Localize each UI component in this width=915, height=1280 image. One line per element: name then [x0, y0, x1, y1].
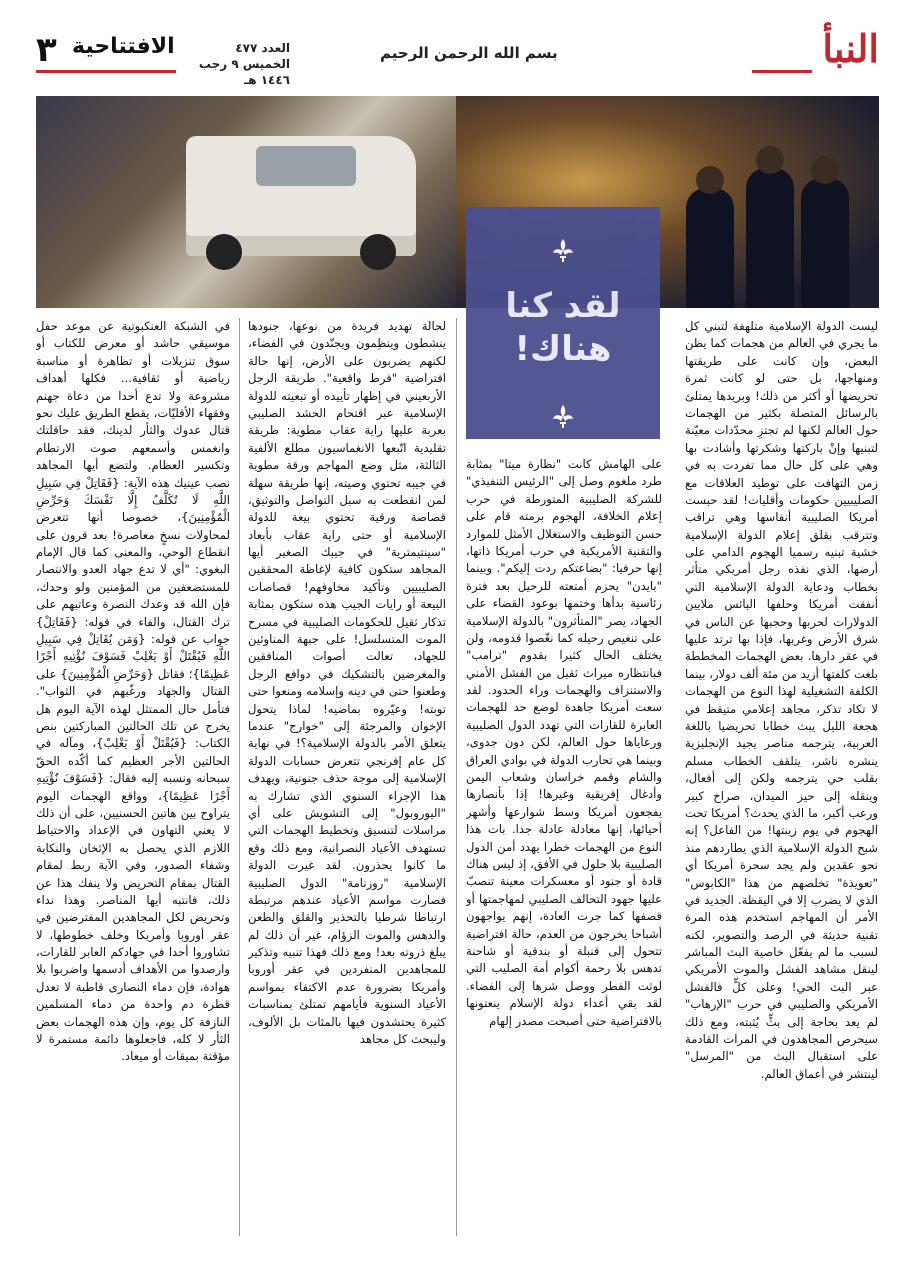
issue-number: العدد ٤٧٧ — [235, 41, 290, 55]
article-column-1: ليست الدولة الإسلامية متلهفة لتبني كل ما يجري في العالم من هجمات كما يظن البعض، وإن كانت على طريقتها ومنهاجها، بل حتى لو كانت ثمرة تحريضها أو أكثر من ذلك! وبريدها يمتلئ بالرسائل المتصلة بكثير من الهجمات حول العالم لكنها لم تجتزِ محدّدات معيّنة لتبنيها وإنْ باركتها وشكرتها وأشادت بها وهي على كل حال مما تفردت به في زمن التهافت على توطيد العلاقات مع الصليبيين حكومات وأقليات! لقد حبست أمريكا الصليبية أنفاسها وهي تراقب وتترقب بقلق إعلام الدولة الإسلامية خشية تبنيه رسميا الهجوم الدامي على أرضها، الذي نفذه رجل أمريكي متأثر بخطاب ودعاية الدولة الإسلامية التي أنفقت أمريكا وحلفها البائس ملايين الدولارات لحربها وحجبها عن الناس في شرق الأرض وغربها، فإذا بها ترتد عليها في عقر دارها. بعض الهجمات المخططة بلغت كلفتها أزيد من مئة ألف دولار، بينما الكلفة التشغيلية لهذا النوع من الهجمات لا تكاد تذكر، مجاهد إعلامي متيقظ في هجعة الليل يبث خطابا تحريضيا باللغة العربية، يترجمه مناصر يجيد الإنجليزية ينشره ناشر، يتلقف الخطاب مسلم بقلب حي يترجمه ولكن إلى أفعال، وينقله إلى حيز الميدان، صراخ كبير ورعب أكبر، ما الذي يحدث؟ أمريكا تحت الهجوم في يوم زينتها! من الفاعل؟ إنه شبح الدولة الإسلامية الذي يطاردهم منذ نحو عقدين ولم يجد سحرة أمريكا أي "تعويذة" تخلصهم من هذا "الكابوس" الذي لا يضرب إلا في اليقظة. الجديد في الأمر أن المهاجم استخدم هذه المرة تقنية حديثة في الرصد والتصوير، لكنه لسبب ما لم يفعّل خاصية البث المباشر لينقل مشاهد الفشل والموت الأمريكي عبر البث الحي! وعلى كلٍّ فالفشل الأمريكي والصليبي في حرب "الإرهاب" لم يعد بحاجة إلى بثٍّ يُثبته، ومع ذلك سيحرص المجاهدون في المرات القادمة على استقبال البث من "المرسل" لينتشر في أعماق العالم. — [685, 319, 878, 1081]
article-banner-image — [36, 96, 879, 308]
page-number: ٣ — [36, 30, 57, 70]
pickup-truck — [186, 136, 416, 256]
police-officer — [746, 168, 794, 308]
article-column-3: لحالة تهديد فريدة من نوعها، جنودها ينشطون وينظِمون ويجنّدون في الفضاء، لكنهم يضربون على الأرض، إنها حالة افتراضية "فرط واقعية". طريقة الرجل الأربعيني في إظهار تأييده أو تبعيته للدولة الإسلامية عبر اقتحام الحشد الصليبي بعربة عليها راية عقاب مطوية: طريقة تقليدية اتّبعها الانغماسيون مطلع الألفية الثالثة، مثل وضع المهاجم ورقة مطوية في جيبه تحتوي وصيته، إنها طريقة سهلة لمن انقطعت به سبل التواصل والتوثيق، قصاصة ورقية تحتوي بيعة للدولة الإسلامية أو حتى راية عقاب بأبعاد "سينتيمترية" في جيبك الصغير أيها المجاهد ستكون كافية لإغاظة المحققين الصليبيين وتأكيد مخاوفهم! قصاصات البيعة أو رايات الجيب هذه ستكون بمثابة تذكار ثقيل للحكومات الصليبية في مسرح الموت المتسلسل! على جبهة المناوئين للجهاد، تعالت أصوات المنافقين والمغرضين بالتشكيك في دوافع الرجل وطعنوا حتى في دينه وإسلامه ومنعوا حتى توبته! وعيّروه بماضيه! لماذا يتحول الإخوان والمرجئة إلى "خوارج" عندما يتعلق الأمر بالدولة الإسلامية؟! في نهاية كل عام إفرنجي تتعرض حسابات الدولة الإسلامية إلى موجة حذف جنونية، ويهدف هذا الإجراء السنوي الذي تشارك به "اليوروبول" إلى التشويش على أي مراسلات لتنسيق وتخطيط الهجمات التي تستهدف الأعياد النصرانية، ومع ذلك وقع ما كانوا يحذرون. لقد غيرت الدولة الإسلامية "روزنامة" الدول الصليبية فصارت مواسم الأعياد عندهم مرتبطة ارتباطا شرطيا بالتحذير والقلق والطعن والدهس والموت الزؤام، غير أن ذلك لم يبلغ ذروته بعد! ومع ذلك فهذا تنبيه وتذكير للمجاهدين المنفردين في عقر أوروبا وأمريكا بضرورة عدم الاكتفاء بمواسم الأعياد السنوية فأيامهم تمتلئ بمناسبات كثيرة يحتشدون فيها بالمئات بل الألوف، وليبحث كل مجاهد — [248, 319, 446, 1047]
article-title-box — [466, 207, 660, 439]
issue-date: الخميس ٩ رجب ١٤٤٦ هـ — [198, 57, 290, 88]
issue-info — [180, 40, 290, 89]
column-divider — [239, 318, 240, 1236]
fleur-de-lis-icon — [550, 237, 576, 263]
column-divider — [456, 318, 457, 1236]
section-title: الافتتاحية — [72, 34, 175, 59]
article-column-2: على الهامش كانت "نظارة ميتا" بمثابة طرد ملغوم وصل إلى "الرئيس التنفيذي" للشركة الصليبية المتورطة في حرب إعلام الخلافة، الهجوم برمته قام على حسن التوظيف والاستغلال الأمثل للموارد والتقنية الأمريكية في حرب أمريكا ذاتها، إنها حرفيا: "بضاعتكم ردت إليكم". وبينما "بايدن" يحزم أمتعته للرحيل بعد فترة رئاسية بدأها وختمها بوعود القضاء على الجهاد، يصر "المتأثرون" بالدولة الإسلامية على تنغيص رحيله كما نغّصوا قدومه، ولن يختلف الحال كثيرا بقدوم "ترامب" فبانتظاره ميراث ثقيل من الفشل الأمني والاستنزاف والهجمات وراء الحدود. لقد سعت أمريكا جاهدة لوضع حد للهجمات العابرة للقارات التي تهدد الدول الصليبية ورعاياها حول العالم، لكن دون جدوى، وبينما هي تحارب الدولة في بوادي العراق والشام وقمم خراسان وشعاب اليمن وأدغال إفريقية وغيرها! إذا بأنصارها يفجعون أمريكا وسط شوارعها وأشهر أحيائها، إنها معادلة عادلة جدا. بات هذا النوع من الهجمات خطرا يهدد أمن الدول الصليبية بلا حلول في الأفق، إذ ليس هناك قادة أو جنود أو معسكرات معينة تنصبّ عليها جهود التحالف الصليبي لمهاجمتها أو قصفها كما جرت العادة، إنهم يواجهون أشباحا يخرجون من العدم، حالة افتراضية تتحول إلى قنبلة أو بندقية أو شاحنة تدهس بلا رحمة أكوام أمة الصليب التي لوثت الفطر ووصل شرها إلى الفضاء. لقد بقي أعداء دولة الإسلام ينعتونها بالافتراضية حتى أصبحت مصدر إلهام — [466, 457, 662, 1028]
police-officer — [801, 178, 849, 308]
magazine-logo: النبأ — [822, 26, 879, 71]
article-title: لقد كنا هناك! — [505, 286, 621, 369]
fleur-de-lis-icon — [550, 403, 576, 429]
article-column-4: في الشبكة العنكبوتية عن موعد حفل موسيقي حاشد أو معرض للكتاب أو سوق تنزيلات أو تظاهرة أو مناسبة رياضية أو ثقافية... فكلها أهداف مشروعة ولا تدع أحدا من دعاة جهنم وفقهاء الأقليّات، يقطع الطريق عليك نحو قتال عدوك والثأر لدينك، فقد حاقلتك وانغمس وأسمعهم صوت الارتطام وتكسير العظام. ولتضع أيها المجاهد نصب عينيك هذه الآية: {فَقَاتِلْ فِي سَبِيلِ اللَّهِ لَا تُكَلَّفُ إِلَّا نَفْسَكَ وَحَرِّضِ الْمُؤْمِنِينَ}، خصوصا أنها تتعرض لمحاولات نسخٍ معاصرة! بعد قرون على انقطاع الوحي، والمعنى كما قال الإمام البغوي: "أي لا تدع جهاد العدو والانتصار للمستضعفين من المؤمنين ولو وحدك، فإن الله قد وعدك النصرة وعاتبهم على ترك القتال، والفاء في قوله: {فَقَاتِلْ} جواب عن قوله: {وَمَن يُقَاتِلْ فِي سَبِيلِ اللَّهِ فَيُقْتَلْ أَوْ يَغْلِبْ فَسَوْفَ نُؤْتِيهِ أَجْرًا عَظِيمًا}؛ فقاتل {وَحَرِّضِ الْمُؤْمِنِينَ} على القتال والجهاد ورغّبهم في الثواب". فتأمل حال الممتثل لهذه الآية اليوم هل يخرج عن تلك الحالتين المباركتين بنص الكتاب: {فَيُقْتَلْ أَوْ يَغْلِبْ}، ومآله في الحالتين الأجر العظيم كما أكّده الحقّ سبحانه ونسبه إليه فقال: {فَسَوْفَ نُؤْتِيهِ أَجْرًا عَظِيمًا}، وواقع الهجمات اليوم يتراوح بين هاتين الحسنيين، على أن ذلك لا يعني التهاون في الإعداد والاحتياط اللازم الذي يحصل به الإثخان والنكاية وشفاء الصدور، وفي الآية ربط لمقام القتال بمقام التحريض ولا ينفك هذا عن ذلك، فانتبه أيها المناصر. وهذا نداء وتحريض لكل المجاهدين المفترضين في عقر أوروبا وأمريكا وخلف خطوطها، لا تشاوروا أحدا في جهادكم العابر للقارات، وارصدوا من الأهداف أدسمها واضربوا بلا هوادة، فإن دماء النصارى قاطبة لا تعدل قطرة دم واحدة من دماء المسلمين النازفة كل يوم، وإن هذه الهجمات بعض الثأر لا كله، فاجعلوها دائمة مستمرة لا مؤقتة بميقات أو ميعاد. — [36, 319, 230, 1064]
police-officer — [686, 188, 734, 308]
header-rule-right — [752, 70, 812, 73]
basmala: بسم الله الرحمن الرحيم — [380, 44, 558, 62]
header-rule-left — [36, 70, 176, 73]
truck-scene-photo — [36, 96, 456, 308]
page-header — [0, 0, 915, 90]
